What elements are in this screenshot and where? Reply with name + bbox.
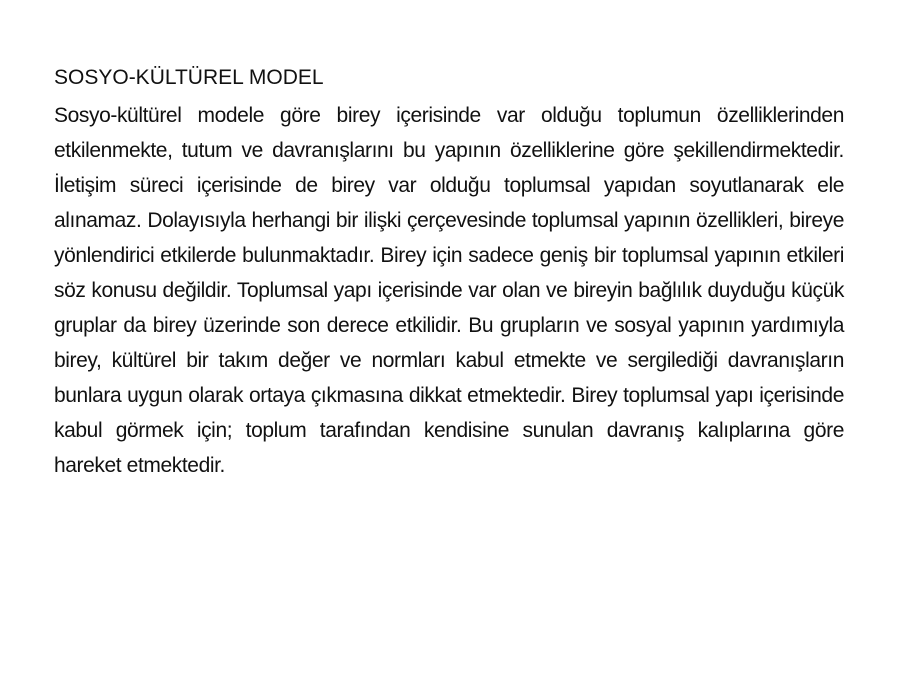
slide-content bbox=[54, 62, 844, 483]
slide-paragraph: Sosyo-kültürel modele göre birey içerisinde var olduğu toplumun özelliklerinden etkilenmekte, tutum ve davranışlarını bu yapının özelliklerine göre şekillendirmektedir. İletişim süreci içerisinde de birey var olduğu toplumsal yapıdan soyutlanarak ele alınamaz. Dolayısıyla herhangi bir ilişki çerçevesinde toplumsal yapının özellikleri, bireye yönlendirici etkilerde bulunmaktadır. Birey için sadece geniş bir toplumsal yapının etkileri söz konusu değildir. Toplumsal yapı içerisinde var olan ve bireyin bağlılık duyduğu küçük gruplar da birey üzerinde son derece etkilidir. Bu grupların ve sosyal yapının yardımıyla birey, kültürel bir takım değer ve normları kabul etmekte ve sergilediği davranışların bunlara uygun olarak ortaya çıkmasına dikkat etmektedir. Birey toplumsal yapı içerisinde kabul görmek için; toplum tarafından kendisine sunulan davranış kalıplarına göre hareket etmektedir. bbox=[54, 104, 844, 477]
slide-heading: SOSYO-KÜLTÜREL MODEL bbox=[54, 66, 324, 89]
